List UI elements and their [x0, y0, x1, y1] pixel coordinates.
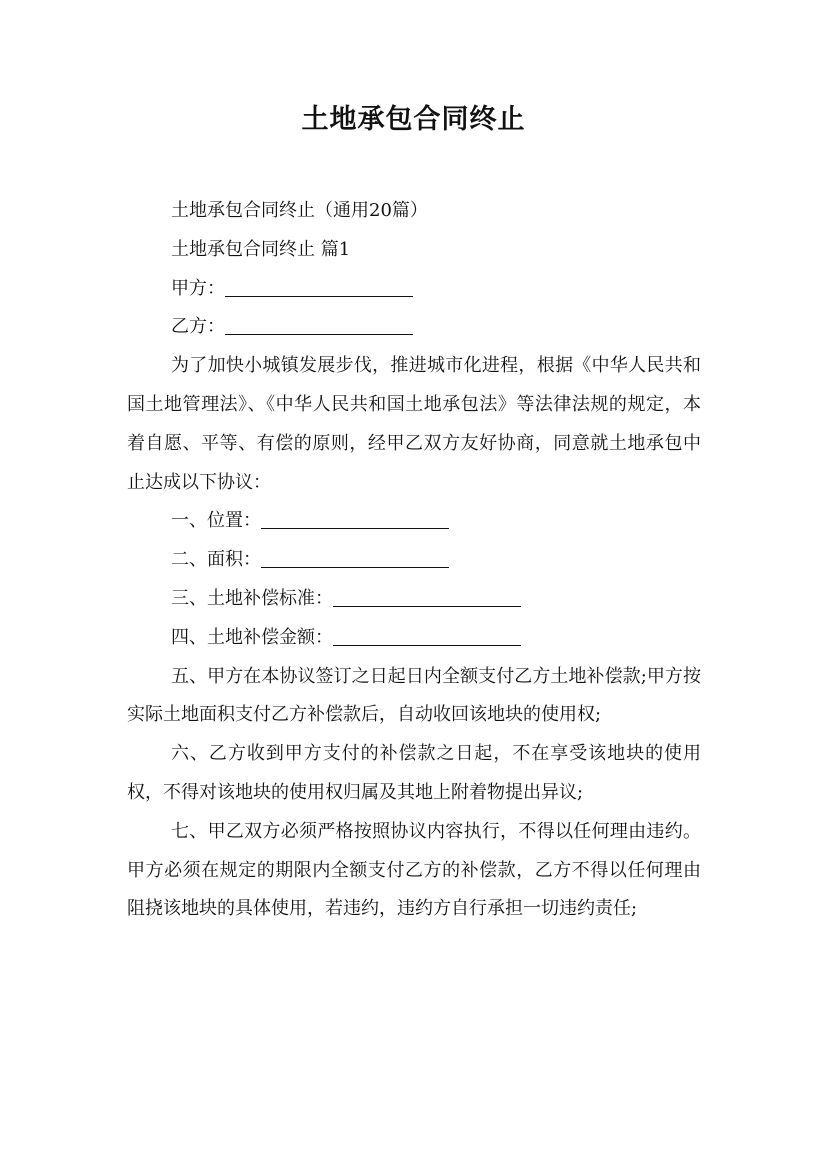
subtitle-line: 土地承包合同终止（通用20篇）	[171, 200, 428, 221]
item-compensation-standard-blank	[333, 586, 521, 607]
party-a-blank	[225, 276, 413, 297]
party-a-label: 甲方：	[171, 277, 225, 299]
item-compensation-amount-label: 四、土地补偿金额：	[171, 626, 333, 648]
clause-6: 六、乙方收到甲方支付的补偿款之日起，不在享受该地块的使用权，不得对该地块的使用权归属及其地上附着物提出异议;	[127, 743, 701, 803]
document-body	[127, 192, 701, 929]
item-compensation-standard	[127, 580, 701, 619]
party-a-line	[127, 270, 701, 309]
item-location	[127, 502, 701, 541]
item-location-blank	[261, 508, 449, 529]
item-compensation-amount-blank	[333, 625, 521, 646]
document-title: 土地承包合同终止	[301, 104, 526, 135]
section-heading: 土地承包合同终止 篇1	[171, 238, 351, 260]
party-b-line	[127, 308, 701, 347]
item-area	[127, 541, 701, 580]
item-area-blank	[261, 547, 449, 568]
item-area-label: 二、面积：	[171, 549, 261, 571]
clause-5: 五、甲方在本协议签订之日起日内全额支付乙方土地补偿款;甲方按实际土地面积支付乙方补偿款后，自动收回该地块的使用权;	[127, 665, 701, 726]
item-compensation-amount	[127, 619, 701, 658]
item-location-label: 一、位置：	[171, 510, 261, 532]
party-b-label: 乙方：	[171, 316, 225, 338]
party-b-blank	[225, 314, 413, 335]
clause-7: 七、甲乙双方必须严格按照协议内容执行，不得以任何理由违约。甲方必须在规定的期限内全额支付乙方的补偿款，乙方不得以任何理由阻挠该地块的具体使用，若违约，违约方自行承担一切违约责任;	[127, 820, 701, 920]
intro-paragraph: 为了加快小城镇发展步伐，推进城市化进程，根据《中华人民共和国土地管理法》、《中华人民共和国土地承包法》等法律法规的规定，本着自愿、平等、有偿的原则，经甲乙双方友好协商，同意就土地承包中止达成以下协议：	[127, 355, 701, 493]
item-compensation-standard-label: 三、土地补偿标准：	[171, 587, 333, 609]
